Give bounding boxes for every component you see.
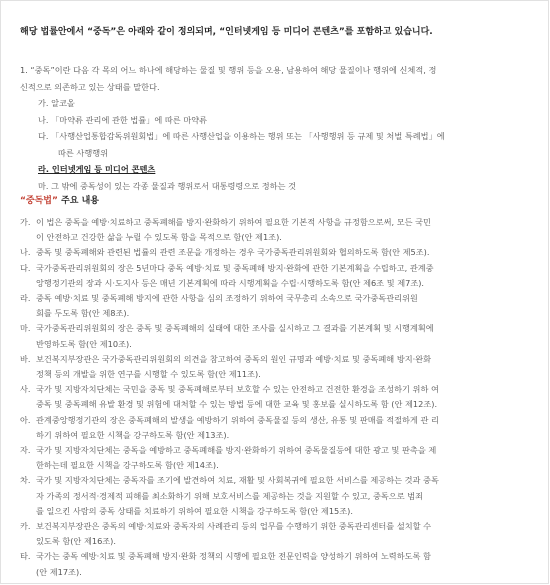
definition-block: [20, 62, 535, 194]
content-item-text: [36, 382, 540, 412]
content-item-line: (안 제17조).: [36, 566, 82, 577]
content-item: [20, 291, 540, 321]
content-item-line: 회를 두도록 함(안 제8조).: [36, 308, 130, 319]
content-item: [20, 382, 540, 412]
content-item-line: 보건복지부장관은 중독의 예방·치료와 중독자의 사례관리 등의 업무를 수행하기 위한 중독관리센터를 설치할 수: [36, 521, 432, 532]
content-item-marker: 라.: [20, 293, 31, 304]
content-item-line: 이 안전하고 건강한 삶을 누릴 수 있도록 함을 목적으로 함(안 제1조).: [36, 232, 282, 243]
content-item-text: [36, 413, 540, 443]
content-item-marker: 자.: [20, 445, 31, 456]
content-item: [20, 215, 540, 245]
content-item-marker: 차.: [20, 475, 31, 486]
definition-item-ma: 마. 그 밖에 중독성이 있는 각종 물질과 행위로서 대통령령으로 정하는 것: [38, 180, 296, 191]
content-item: [20, 473, 540, 519]
content-item-text: [36, 321, 540, 351]
content-item-line: 반영하도록 함(안 제10조).: [36, 338, 132, 349]
definition-item-na: 나. 「마약류 관리에 관한 법률」에 따른 마약류: [38, 114, 208, 125]
content-item: [20, 549, 540, 579]
content-item-marker: 사.: [20, 384, 31, 395]
content-item-marker: 마.: [20, 323, 31, 334]
content-item-text: [36, 352, 540, 382]
definition-item-ra-highlighted: 라. 인터넷게임 등 미디어 콘텐츠: [38, 164, 156, 174]
content-item-text: [36, 519, 540, 549]
section-title-law-name: “중독법”: [20, 196, 58, 206]
content-item-line: 국가 및 지방자치단체는 중독자를 조기에 발견하여 치료, 재활 및 사회복귀에 필요한 서비스를 제공하는 것과 중독: [36, 475, 439, 486]
content-item-marker: 타.: [20, 551, 31, 562]
definition-lead-line-1: 1. “중독”이란 다음 각 목의 어느 하나에 해당하는 물질 및 행위 등을 오용, 남용하여 해당 물질이나 행위에 신체적, 정: [20, 65, 437, 75]
content-item: [20, 519, 540, 549]
content-item-marker: 카.: [20, 521, 31, 532]
section-title: [20, 193, 99, 206]
definition-item-ga: 가. 알코올: [38, 98, 75, 108]
content-item-marker: 다.: [20, 262, 31, 273]
content-item: [20, 413, 540, 443]
section-title-suffix: 주요 내용: [57, 196, 99, 206]
definition-lead-line-2: 신적으로 의존하고 있는 상태를 말한다.: [20, 81, 160, 92]
content-item-text: [36, 291, 540, 321]
content-item-line: 국가중독관리위원회의 장은 5년마다 중독 예방·치료 및 중독폐해 방지·완화에 관한 기본계획을 수립하고, 관계중: [36, 262, 434, 273]
content-item-marker: 아.: [20, 414, 31, 425]
content-item-marker: 바.: [20, 353, 31, 364]
content-item-line: 중독 및 중독폐해 유발 환경 및 위험에 대처할 수 있는 방법 등에 대한 교육 및 홍보를 실시하도록 함 (안 제12조).: [36, 399, 438, 410]
content-item: [20, 261, 540, 291]
content-item-text: [36, 473, 540, 519]
main-contents-list: [20, 215, 540, 580]
content-item-text: [36, 549, 540, 579]
intro-text: 해당 법률안에서 “중독”은 아래와 같이 정의되며, “인터넷게임 등 미디어 콘텐츠”를 포함하고 있습니다.: [20, 27, 433, 37]
content-item-line: 중독 및 중독폐해와 관련된 법률의 관련 조문을 개정하는 경우 국가중독관리위원회와 협의하도록 함(안 제5조).: [36, 247, 430, 258]
content-item-line: 국가 및 지방자치단체는 중독을 예방하고 중독폐해를 방지·완화하기 위하여 중독물질등에 대한 광고 및 판촉을 제: [36, 445, 437, 456]
content-item-line: 한하는데 필요한 시책을 강구하도록 함(안 제14조).: [36, 460, 219, 471]
content-item-line: 중독 예방·치료 및 중독폐해 방지에 관한 사항을 심의 조정하기 위하여 국무총리 소속으로 국가중독관리위원: [36, 293, 418, 304]
content-item-line: 하기 위하여 필요한 시책을 강구하도록 함(안 제13조).: [36, 429, 230, 440]
content-item-line: 국가중독관리위원회의 장은 중독 및 중독폐해의 실태에 대한 조사를 실시하고 그 결과를 기본계획 및 시행계획에: [36, 323, 434, 334]
content-item-line: 를 일으킨 사람의 중독 상태를 치료하기 위하여 필요한 시책을 강구하도록 함(안 제15조).: [36, 505, 353, 516]
content-item: [20, 352, 540, 382]
content-item-text: [36, 245, 540, 260]
content-item-text: [36, 215, 540, 245]
content-item-line: 있도록 함(안 제16조).: [36, 536, 116, 547]
content-item-line: 보건복지부장관은 국가중독관리위원회의 의견을 참고하여 중독의 원인 규명과 예방·치료 및 중독폐해 방지·완화: [36, 353, 432, 364]
content-item-marker: 나.: [20, 247, 31, 258]
content-item-marker: 가.: [20, 217, 31, 227]
content-item-line: 국가 및 지방자치단체는 국민을 중독 및 중독폐해로부터 보호할 수 있는 안전하고 건전한 환경을 조성하기 위하 여: [36, 384, 439, 395]
content-item: [20, 443, 540, 473]
content-item-line: 앙행정기관의 장과 시·도지사 등은 매년 기본계획에 따라 시행계획을 수립·시행하도록 함(안 제6조 및 제7조).: [36, 277, 425, 288]
content-item-line: 관계중앙행정기관의 장은 중독폐해의 발생을 예방하기 위하여 중독물질 등의 생산, 유통 및 판매를 적절하게 관 리: [36, 414, 439, 425]
definition-item-da: 다. 「사행산업통합감독위원회법」에 따른 사행산업을 이용하는 행위 또는 「사행행위 등 규제 및 처벌 특례법」에: [38, 131, 445, 141]
definition-item-da-cont: 따른 사행행위: [58, 147, 109, 158]
content-item-line: 국가는 중독 예방·치료 및 중독폐해 방지·완화 정책의 시행에 필요한 전문인력을 양성하기 위하여 노력하도록 함: [36, 551, 431, 562]
content-item-text: [36, 443, 540, 473]
content-item-line: 정책 등의 개발을 위한 연구를 시행할 수 있도록 함(안 제11조).: [36, 369, 261, 380]
content-item: [20, 321, 540, 351]
content-item-line: 이 법은 중독을 예방·치료하고 중독폐해를 방지·완화하기 위하여 필요한 기본적 사항을 규정함으로써, 모든 국민: [36, 217, 431, 227]
content-item-text: [36, 261, 540, 291]
content-item-line: 자 가족의 정서적·경제적 피해를 최소화하기 위해 보호서비스를 제공하는 것을 지원할 수 있고, 중독으로 범죄: [36, 490, 424, 501]
content-item: [20, 245, 540, 260]
